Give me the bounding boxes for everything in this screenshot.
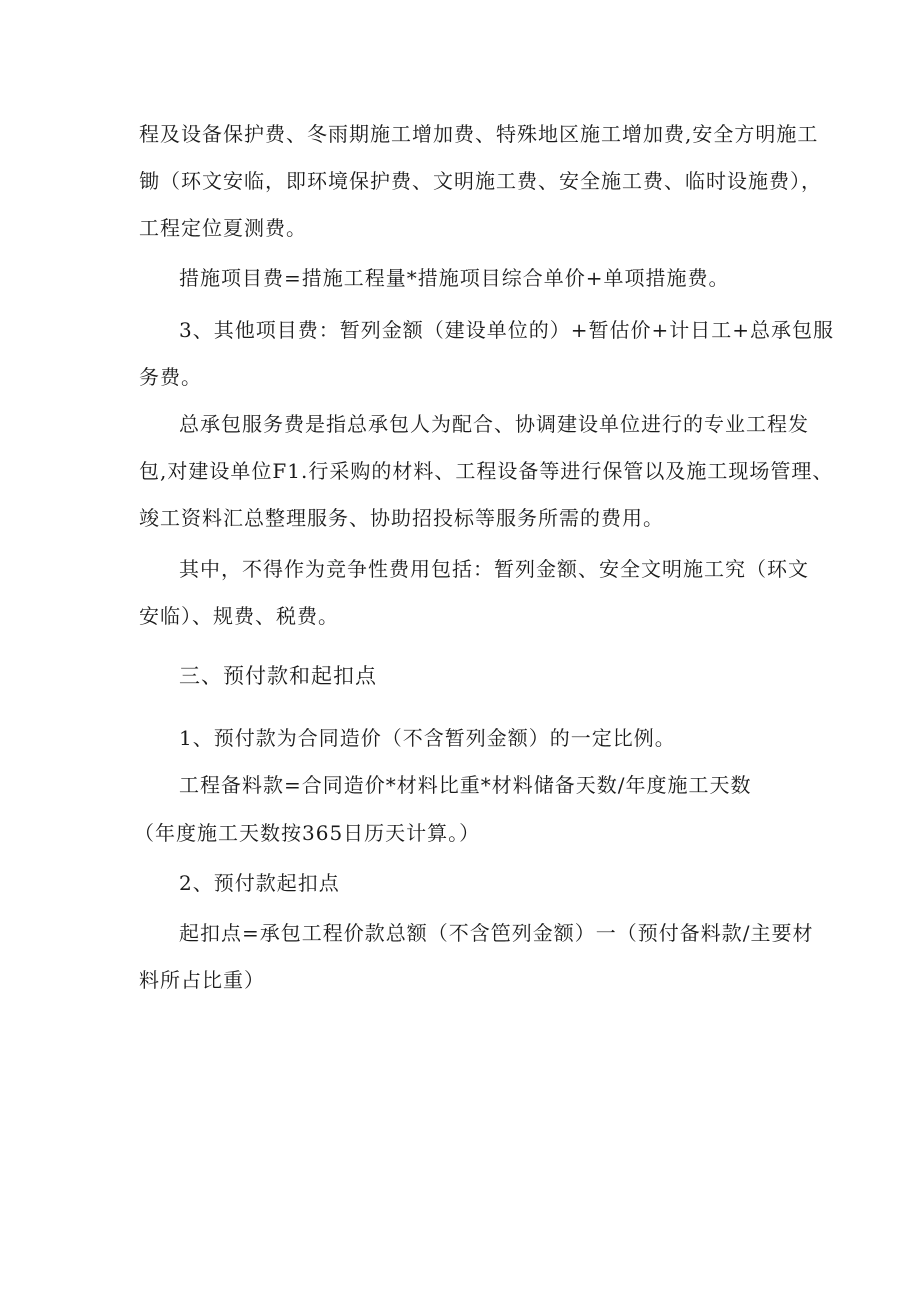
text-line-6: 务费。 <box>139 365 202 389</box>
section-heading: 三、预付款和起扣点 <box>179 664 377 688</box>
text-line-5: 3、其他项目费：暂列金额（建设单位的）+暂估价+计日工+总承包服 <box>179 318 834 342</box>
text-line-4: 措施项目费=措施工程量*措施项目综合单价+单项措施费。 <box>179 266 730 290</box>
text-line-10: 其中，不得作为竞争性费用包括：暂列金额、安全文明施工究（环文 <box>179 557 809 581</box>
text-line-3: 工程定位夏测费。 <box>139 216 307 240</box>
text-line-11: 安临）、规费、税费。 <box>139 604 339 628</box>
text-line-18: 料所占比重） <box>139 968 265 992</box>
text-line-7: 总承包服务费是指总承包人为配合、协调建设单位进行的专业工程发 <box>179 412 809 436</box>
text-line-8: 包,对建设单位F1.行采购的材料、工程设备等进行保管以及施工现场管理、 <box>139 459 834 483</box>
text-line-13: 1、预付款为合同造价（不含暂列金额）的一定比例。 <box>179 726 676 750</box>
text-line-17: 起扣点=承包工程价款总额（不含笆列金额）一（预付备料款/主要材 <box>179 921 814 945</box>
text-line-2: 锄（环文安临，即环境保护费、文明施工费、安全施工费、临时设施费）， <box>139 169 822 193</box>
text-line-9: 竣工资料汇总整理服务、协助招投标等服务所需的费用。 <box>139 506 664 530</box>
text-line-15: （年度施工天数按365日历天计算。） <box>134 821 481 845</box>
text-line-1: 程及设备保护费、冬雨期施工增加费、特殊地区施工增加费,安全方明施工 <box>139 122 819 146</box>
text-line-14: 工程备料款=合同造价*材料比重*材料储备天数/年度施工天数 <box>179 773 752 797</box>
text-line-16: 2、预付款起扣点 <box>179 871 340 895</box>
